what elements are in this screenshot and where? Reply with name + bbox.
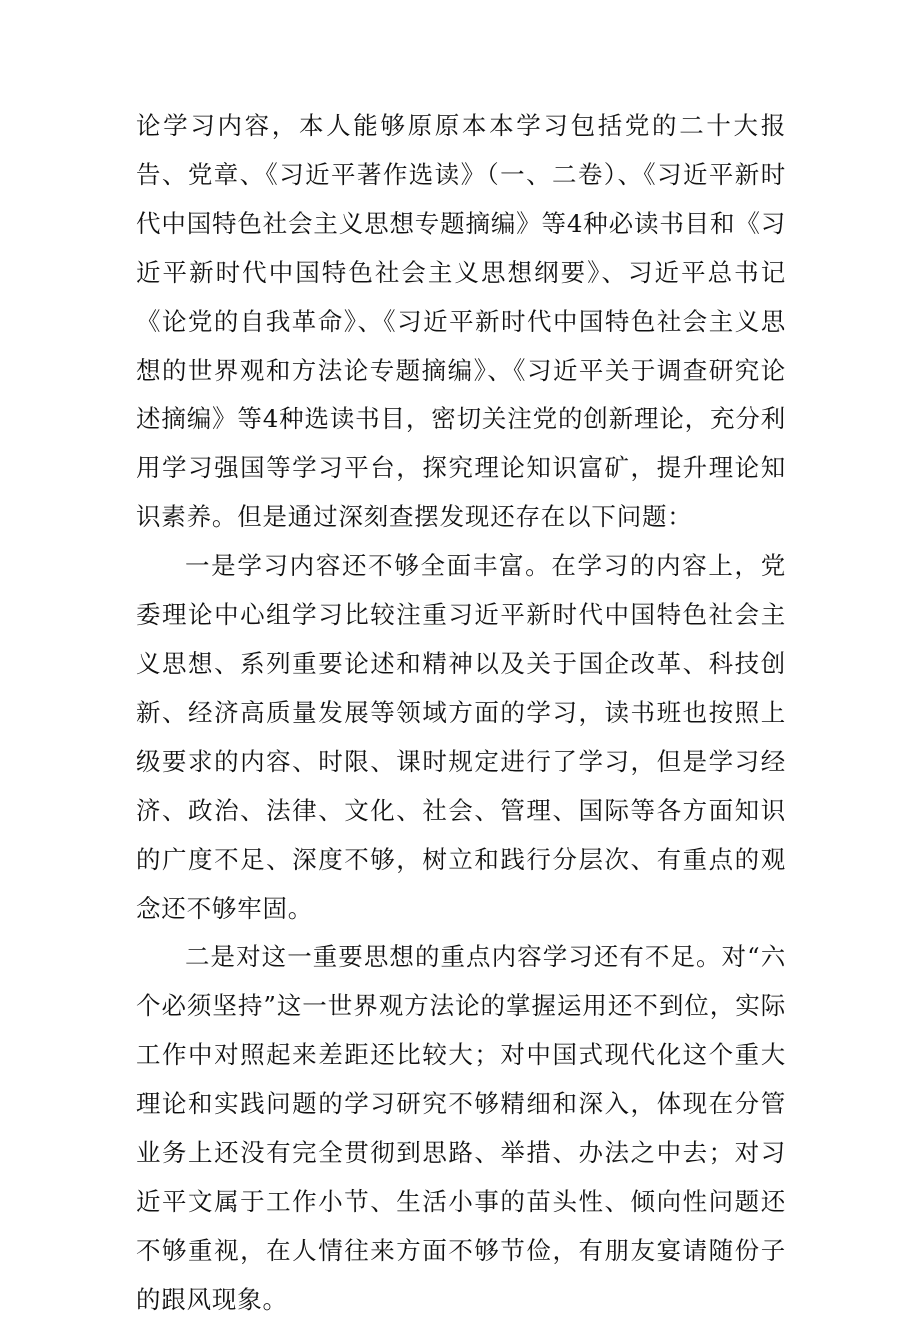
paragraph-issue-two: 二是对这一重要思想的重点内容学习还有不足。对“六个必须坚持”这一世界观方法论的掌握运用还不到位，实际工作中对照起来差距还比较大；对中国式现代化这个重大理论和实践问题的学习研究不够精细和深入，体现在分管业务上还没有完全贯彻到思路、举措、办法之中去；对习近平文属于工作小节、生活小事的苗头性、倾向性问题还不够重视，在人情往来方面不够节俭，有朋友宴请随份子的跟风现象。 (136, 942, 786, 1314)
document-body (136, 102, 786, 1325)
paragraph-issue-one: 一是学习内容还不够全面丰富。在学习的内容上，党委理论中心组学习比较注重习近平新时代中国特色社会主义思想、系列重要论述和精神以及关于国企改革、科技创新、经济高质量发展等领域方面的学习，读书班也按照上级要求的内容、时限、课时规定进行了学习，但是学习经济、政治、法律、文化、社会、管理、国际等各方面知识的广度不足、深度不够，树立和践行分层次、有重点的观念还不够牢固。 (136, 551, 786, 923)
paragraph-continuation: 论学习内容，本人能够原原本本学习包括党的二十大报告、党章、《习近平著作选读》（一、二卷）、《习近平新时代中国特色社会主义思想专题摘编》等4种必读书目和《习近平新时代中国特色社会主义思想纲要》、习近平总书记《论党的自我革命》、《习近平新时代中国特色社会主义思想的世界观和方法论专题摘编》、《习近平关于调查研究论述摘编》等4种选读书目，密切关注党的创新理论，充分利用学习强国等学习平台，探究理论知识富矿，提升理论知识素养。但是通过深刻查摆发现还存在以下问题： (136, 111, 786, 532)
